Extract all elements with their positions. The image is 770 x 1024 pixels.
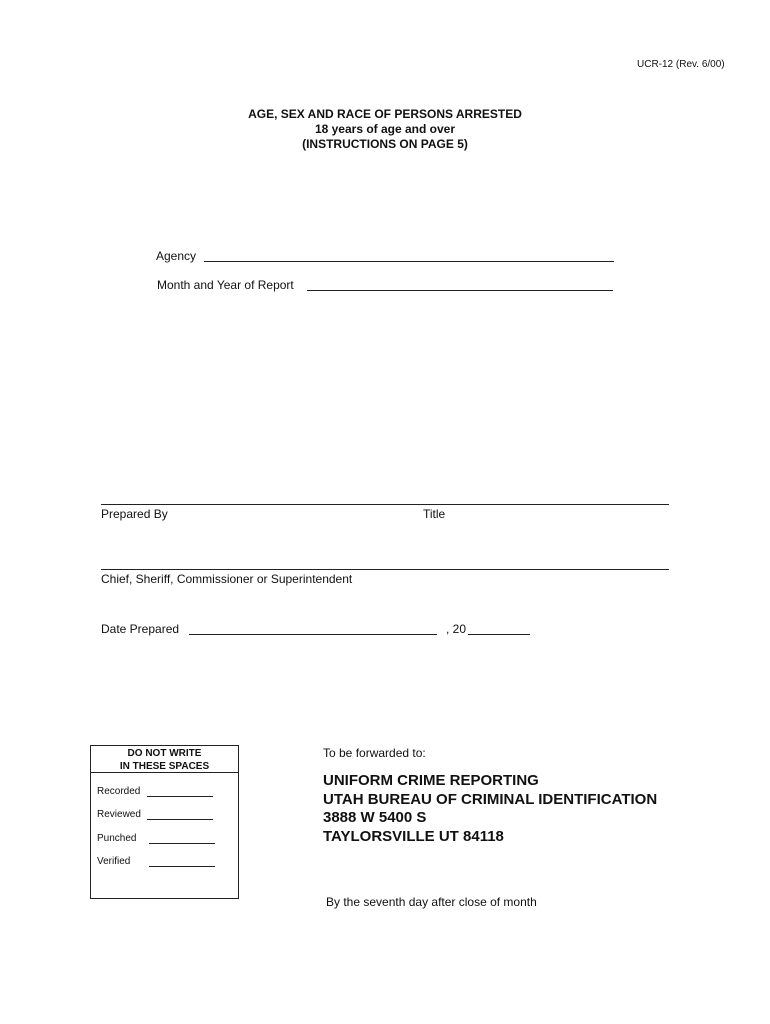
office-use-heading-line2: IN THESE SPACES	[119, 761, 210, 772]
form-subtitle: 18 years of age and over	[314, 122, 456, 136]
punched-row	[97, 833, 136, 844]
chief-signature-field[interactable]	[101, 569, 669, 570]
form-id: UCR-12 (Rev. 6/00)	[637, 59, 725, 70]
prepared-by-field[interactable]	[101, 504, 669, 505]
reviewed-field[interactable]	[147, 819, 213, 820]
verified-row	[97, 856, 130, 867]
punched-field[interactable]	[149, 843, 215, 844]
office-use-heading	[91, 746, 238, 773]
verified-label: Verified	[97, 856, 131, 867]
office-use-heading-line1: DO NOT WRITE	[127, 748, 202, 759]
reviewed-row	[97, 809, 141, 820]
office-use-box	[90, 745, 239, 899]
address-line-4: TAYLORSVILLE UT 84118	[323, 828, 504, 845]
chief-label: Chief, Sheriff, Commissioner or Superintendent	[101, 572, 353, 586]
year-field[interactable]	[468, 634, 530, 635]
date-prepared-field[interactable]	[189, 634, 437, 635]
year-prefix: , 20	[446, 622, 467, 636]
form-instructions-note: (INSTRUCTIONS ON PAGE 5)	[302, 137, 468, 151]
date-prepared-label: Date Prepared	[101, 622, 180, 636]
address-line-1: UNIFORM CRIME REPORTING	[323, 772, 539, 789]
reviewed-label: Reviewed	[97, 809, 141, 820]
recorded-field[interactable]	[147, 796, 213, 797]
prepared-by-label: Prepared By	[101, 507, 168, 521]
month-year-field[interactable]	[307, 290, 613, 291]
address-line-3: 3888 W 5400 S	[323, 809, 427, 826]
punched-label: Punched	[97, 833, 137, 844]
address-line-2: UTAH BUREAU OF CRIMINAL IDENTIFICATION	[323, 791, 658, 808]
recorded-label: Recorded	[97, 786, 141, 797]
title-label: Title	[423, 507, 446, 521]
forward-intro: To be forwarded to:	[323, 746, 426, 760]
form-title: AGE, SEX AND RACE OF PERSONS ARRESTED	[248, 107, 522, 121]
verified-field[interactable]	[149, 866, 215, 867]
recorded-row	[97, 786, 140, 797]
agency-field[interactable]	[204, 261, 614, 262]
month-year-label: Month and Year of Report	[157, 278, 294, 292]
deadline-note: By the seventh day after close of month	[326, 895, 537, 909]
agency-label: Agency	[156, 249, 197, 263]
